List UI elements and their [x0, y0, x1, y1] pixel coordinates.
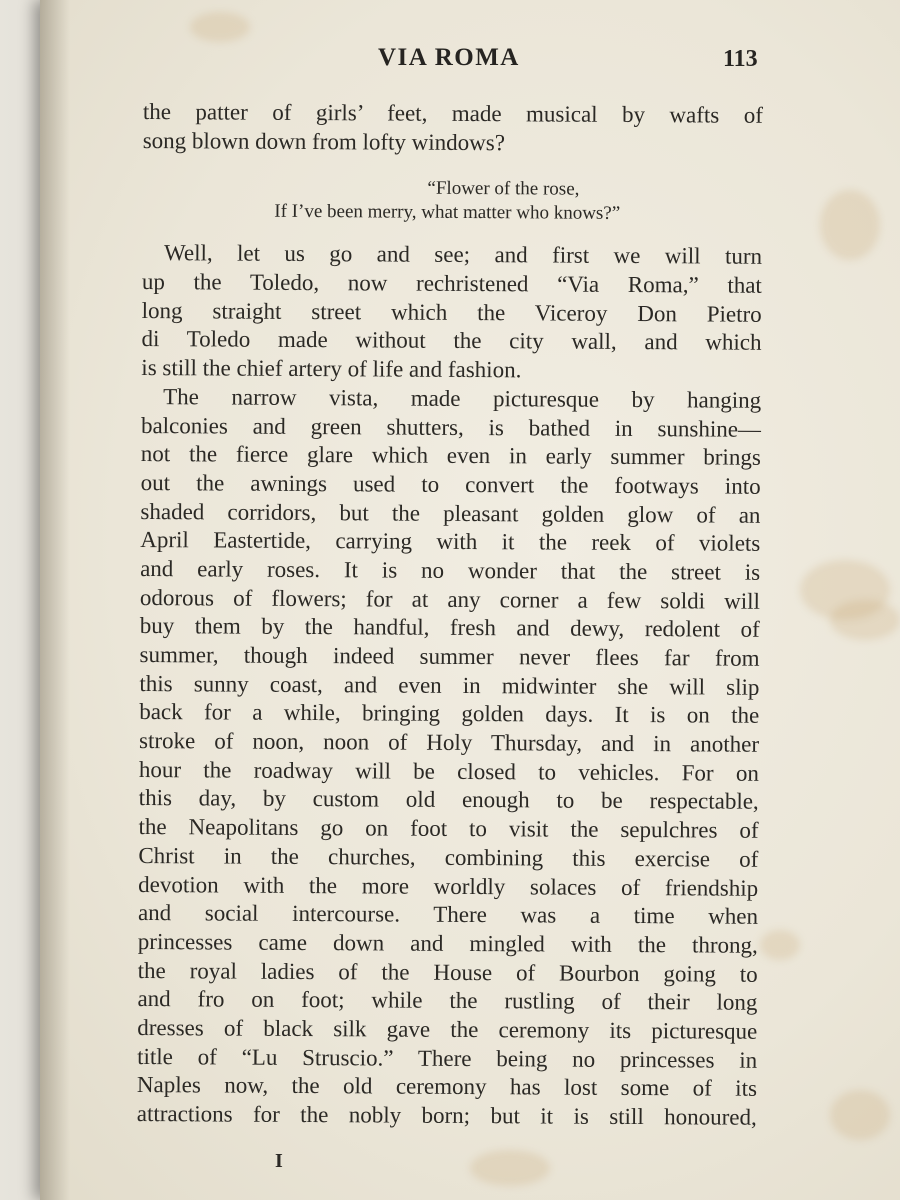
text-line: April Eastertide, carrying with it the reek of violets — [140, 527, 761, 557]
text-line: not the fierce glare which even in early summer brings — [140, 441, 761, 470]
text-line: di Toledo made without the city wall, and which — [141, 326, 762, 356]
foxing-stain — [190, 12, 250, 42]
verse-line: If I’ve been merry, what matter who knows?” — [274, 201, 621, 225]
text-line: The narrow vista, made picturesque by hanging — [163, 383, 762, 413]
text-line: Well, let us go and see; and first we will turn — [163, 240, 763, 270]
text-line: back for a while, bringing golden days. It is on the — [139, 699, 760, 729]
text-line: up the Toledo, now rechristened “Via Roma,” that — [141, 269, 762, 298]
text-line: hour the roadway will be closed to vehicles. For on — [138, 756, 759, 786]
text-line: Christ in the churches, combining this exercise of — [138, 842, 759, 872]
text-line: odorous of flowers; for at any corner a few soldi will — [139, 584, 761, 614]
text-line: Naples now, the old ceremony has lost some of its — [136, 1072, 758, 1102]
foxing-stain — [830, 600, 900, 640]
verse-quotation — [142, 175, 762, 227]
text-line: long straight street which the Viceroy Don Pietro — [141, 297, 762, 327]
text-line: the patter of girls’ feet, made musical by wafts of — [142, 98, 763, 128]
text-line: stroke of noon, noon of Holy Thursday, and in another — [138, 728, 760, 757]
text-line: buy them by the handful, fresh and dewy, redolent of — [139, 613, 760, 643]
foxing-stain — [830, 1090, 890, 1140]
running-head: VIA ROMA — [378, 44, 520, 71]
text-line: and early roses. It is no wonder that the street is — [140, 555, 761, 585]
verse-line: “Flower of the rose, — [427, 178, 580, 201]
text-line: is still the chief artery of life and fashion. — [141, 355, 522, 383]
book-page — [40, 0, 900, 1200]
text-line: this sunny coast, and even in midwinter she will slip — [139, 670, 760, 700]
body-text — [137, 98, 763, 1132]
text-line: attractions for the nobly born; but it is still honoured, — [136, 1100, 757, 1130]
text-line: dresses of black silk gave the ceremony its picturesque — [137, 1014, 758, 1044]
text-line: and social intercourse. There was a time when — [137, 900, 759, 929]
text-line: this day, by custom old enough to be respectable, — [138, 785, 759, 815]
foxing-stain — [470, 1150, 550, 1186]
text-line: and fro on foot; while the rustling of their long — [137, 986, 758, 1016]
text-line: devotion with the more worldly solaces of friendship — [138, 871, 759, 901]
text-line: princesses came down and mingled with the throng, — [137, 928, 758, 958]
foxing-stain — [760, 930, 800, 960]
text-line: shaded corridors, but the pleasant golden glow of an — [140, 498, 761, 528]
text-line: title of “Lu Struscio.” There being no princesses in — [137, 1043, 758, 1073]
page-number: 113 — [723, 46, 758, 72]
opening-lines — [143, 98, 763, 159]
gutter-shadow — [40, 0, 70, 1200]
text-line: the Neapolitans go on foot to visit the sepulchres of — [138, 814, 759, 843]
text-line: balconies and green shutters, is bathed in sunshine— — [140, 412, 762, 442]
text-line: summer, though indeed summer never flees far from — [139, 641, 760, 671]
text-line: out the awnings used to convert the footways into — [140, 469, 761, 499]
paragraphs — [137, 239, 762, 1132]
signature-mark: I — [275, 1150, 283, 1172]
foxing-stain — [820, 190, 880, 260]
text-line: the royal ladies of the House of Bourbon going to — [137, 957, 758, 987]
text-line: song blown down from lofty windows? — [142, 127, 506, 155]
